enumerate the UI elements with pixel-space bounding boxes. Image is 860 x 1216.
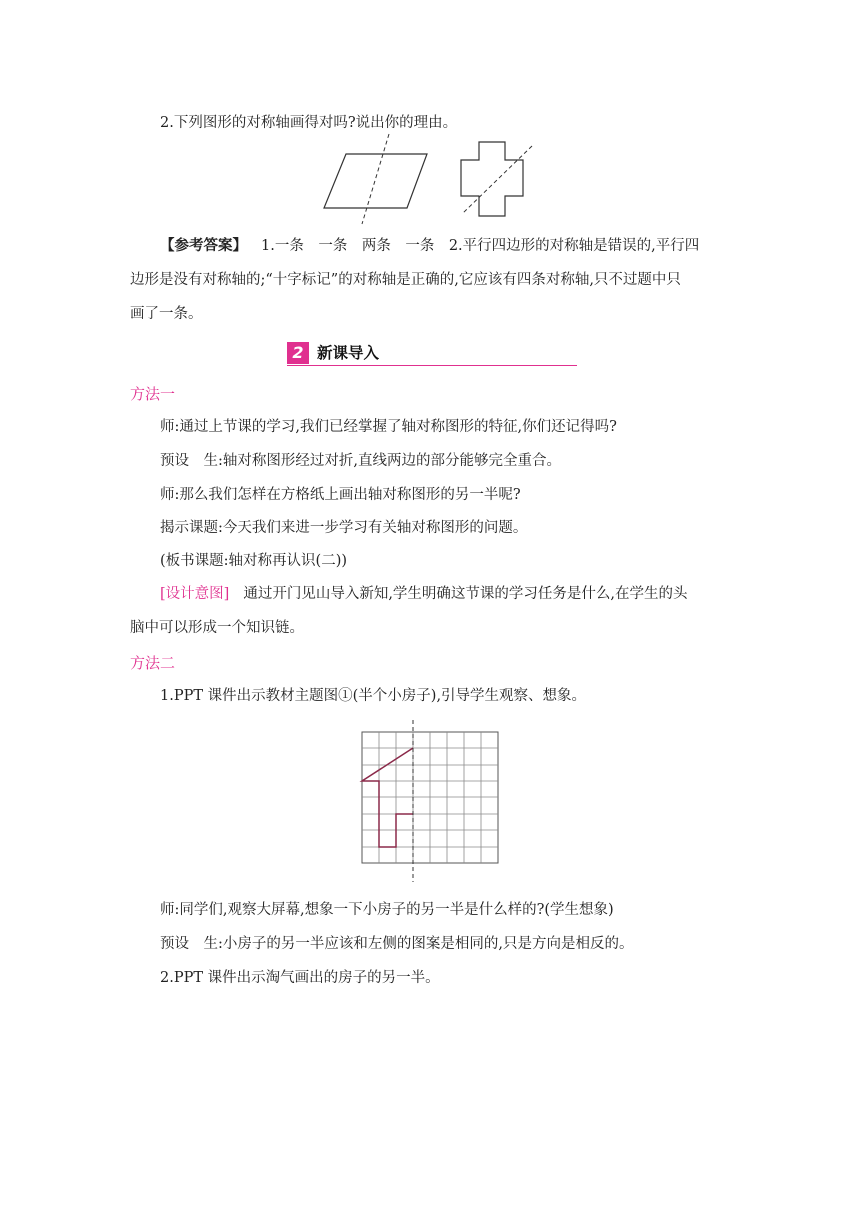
- design-intent-label: [设计意图]: [160, 586, 230, 602]
- symmetry-figures: [310, 132, 550, 227]
- method-2-line: 预设 生:小房子的另一半应该和左侧的图案是相同的,只是方向是相反的。: [160, 936, 634, 952]
- cross-axis-line: [462, 146, 532, 214]
- method-2-line: 师:同学们,观察大屏幕,想象一下小房子的另一半是什么样的?(学生想象): [160, 902, 614, 918]
- method-1-line: 预设 生:轴对称图形经过对折,直线两边的部分能够完全重合。: [160, 453, 561, 469]
- question-2: 2.下列图形的对称轴画得对吗?说出你的理由。: [160, 115, 458, 131]
- answer-label: 【参考答案】: [160, 237, 247, 254]
- section-header: [287, 342, 577, 366]
- section-underline: [287, 365, 577, 366]
- design-intent-line-1: [设计意图] 通过开门见山导入新知,学生明确这节课的学习任务是什么,在学生的头: [160, 586, 688, 602]
- answer-line-1: 【参考答案】 1.一条 一条 两条 一条 2.平行四边形的对称轴是错误的,平行四: [160, 237, 700, 254]
- method-1-line: 师:通过上节课的学习,我们已经掌握了轴对称图形的特征,你们还记得吗?: [160, 419, 617, 435]
- reference-answer: [130, 229, 730, 331]
- method-1-line: 揭示课题:今天我们来进一步学习有关轴对称图形的问题。: [160, 520, 528, 536]
- method-1-line: (板书课题:轴对称再认识(二)): [160, 553, 348, 569]
- method-2-line: 1.PPT 课件出示教材主题图①(半个小房子),引导学生观察、想象。: [160, 688, 587, 704]
- design-intent: [130, 577, 730, 645]
- answer-line-3: 画了一条。: [130, 306, 203, 322]
- section-number-badge: 2: [287, 342, 309, 364]
- cross-figure: [461, 142, 523, 216]
- method-1-heading: 方法一: [130, 385, 176, 403]
- method-1-line: 师:那么我们怎样在方格纸上画出轴对称图形的另一半呢?: [160, 487, 521, 503]
- method-2-heading: 方法二: [130, 654, 176, 672]
- design-intent-line-2: 脑中可以形成一个知识链。: [130, 620, 304, 636]
- method-2-line: 2.PPT 课件出示淘气画出的房子的另一半。: [160, 970, 440, 986]
- parallelogram-axis-line: [362, 134, 389, 224]
- half-house-grid-figure: [358, 718, 503, 884]
- section-title: 新课导入: [317, 344, 380, 362]
- parallelogram-figure: [324, 154, 427, 208]
- answer-line-2: 边形是没有对称轴的;“十字标记”的对称轴是正确的,它应该有四条对称轴,只不过题中只: [130, 272, 681, 288]
